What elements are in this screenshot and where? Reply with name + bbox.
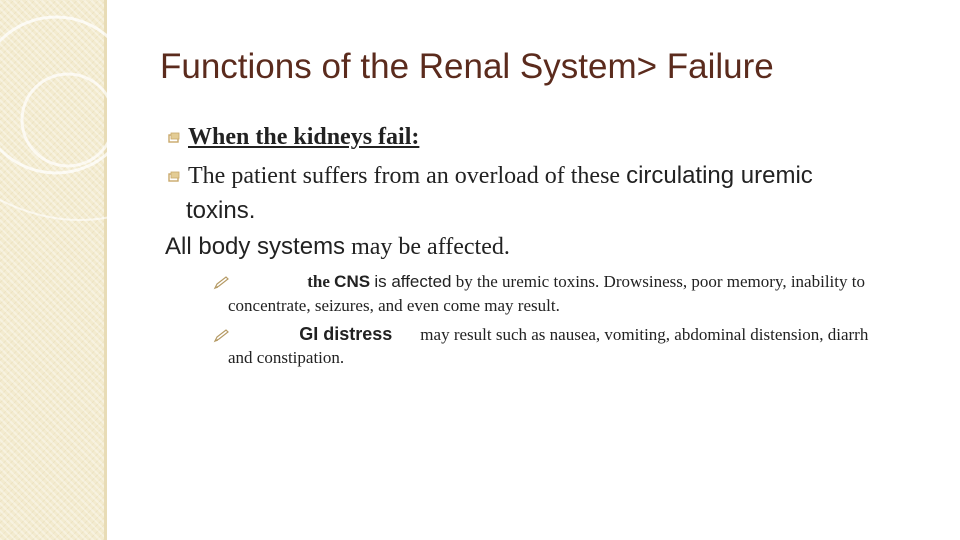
pencil-icon	[213, 329, 231, 343]
bullet-icon	[168, 171, 180, 183]
page-title: Functions of the Renal System> Failure	[160, 47, 774, 86]
sub-text-affected: is affected	[374, 272, 452, 291]
sub-text-gi: GI distress	[299, 324, 393, 344]
bullet-text-sans: All body systems	[165, 233, 346, 260]
bullet-text-sans: circulating uremic	[626, 162, 813, 189]
sub-bullet-cns	[213, 272, 865, 292]
sub-text-rest: may result such as nausea, vomiting, abdominal distension, diarrh	[420, 325, 869, 344]
sub-bullet-gi-continuation: and constipation.	[228, 348, 345, 367]
bullet-kidneys-fail	[168, 124, 419, 151]
bullet-continuation: toxins.	[186, 197, 256, 224]
bullet-patient-suffers	[168, 162, 813, 190]
bullet-icon	[168, 132, 180, 144]
sub-text-cns: CNS	[334, 272, 371, 291]
bullet-text: The patient suffers from an overload of these	[188, 163, 621, 189]
bullet-text: may be affected.	[351, 234, 510, 260]
bullet-text: When the kidneys fail:	[188, 124, 420, 150]
bullet-body-systems	[165, 233, 510, 261]
sub-text-the: the	[307, 272, 330, 291]
sub-bullet-gi	[213, 324, 868, 345]
pencil-icon	[213, 276, 231, 290]
sub-text-rest: by the uremic toxins. Drowsiness, poor memory, inability to	[455, 272, 865, 291]
sub-bullet-cns-continuation: concentrate, seizures, and even come may result.	[228, 296, 560, 315]
